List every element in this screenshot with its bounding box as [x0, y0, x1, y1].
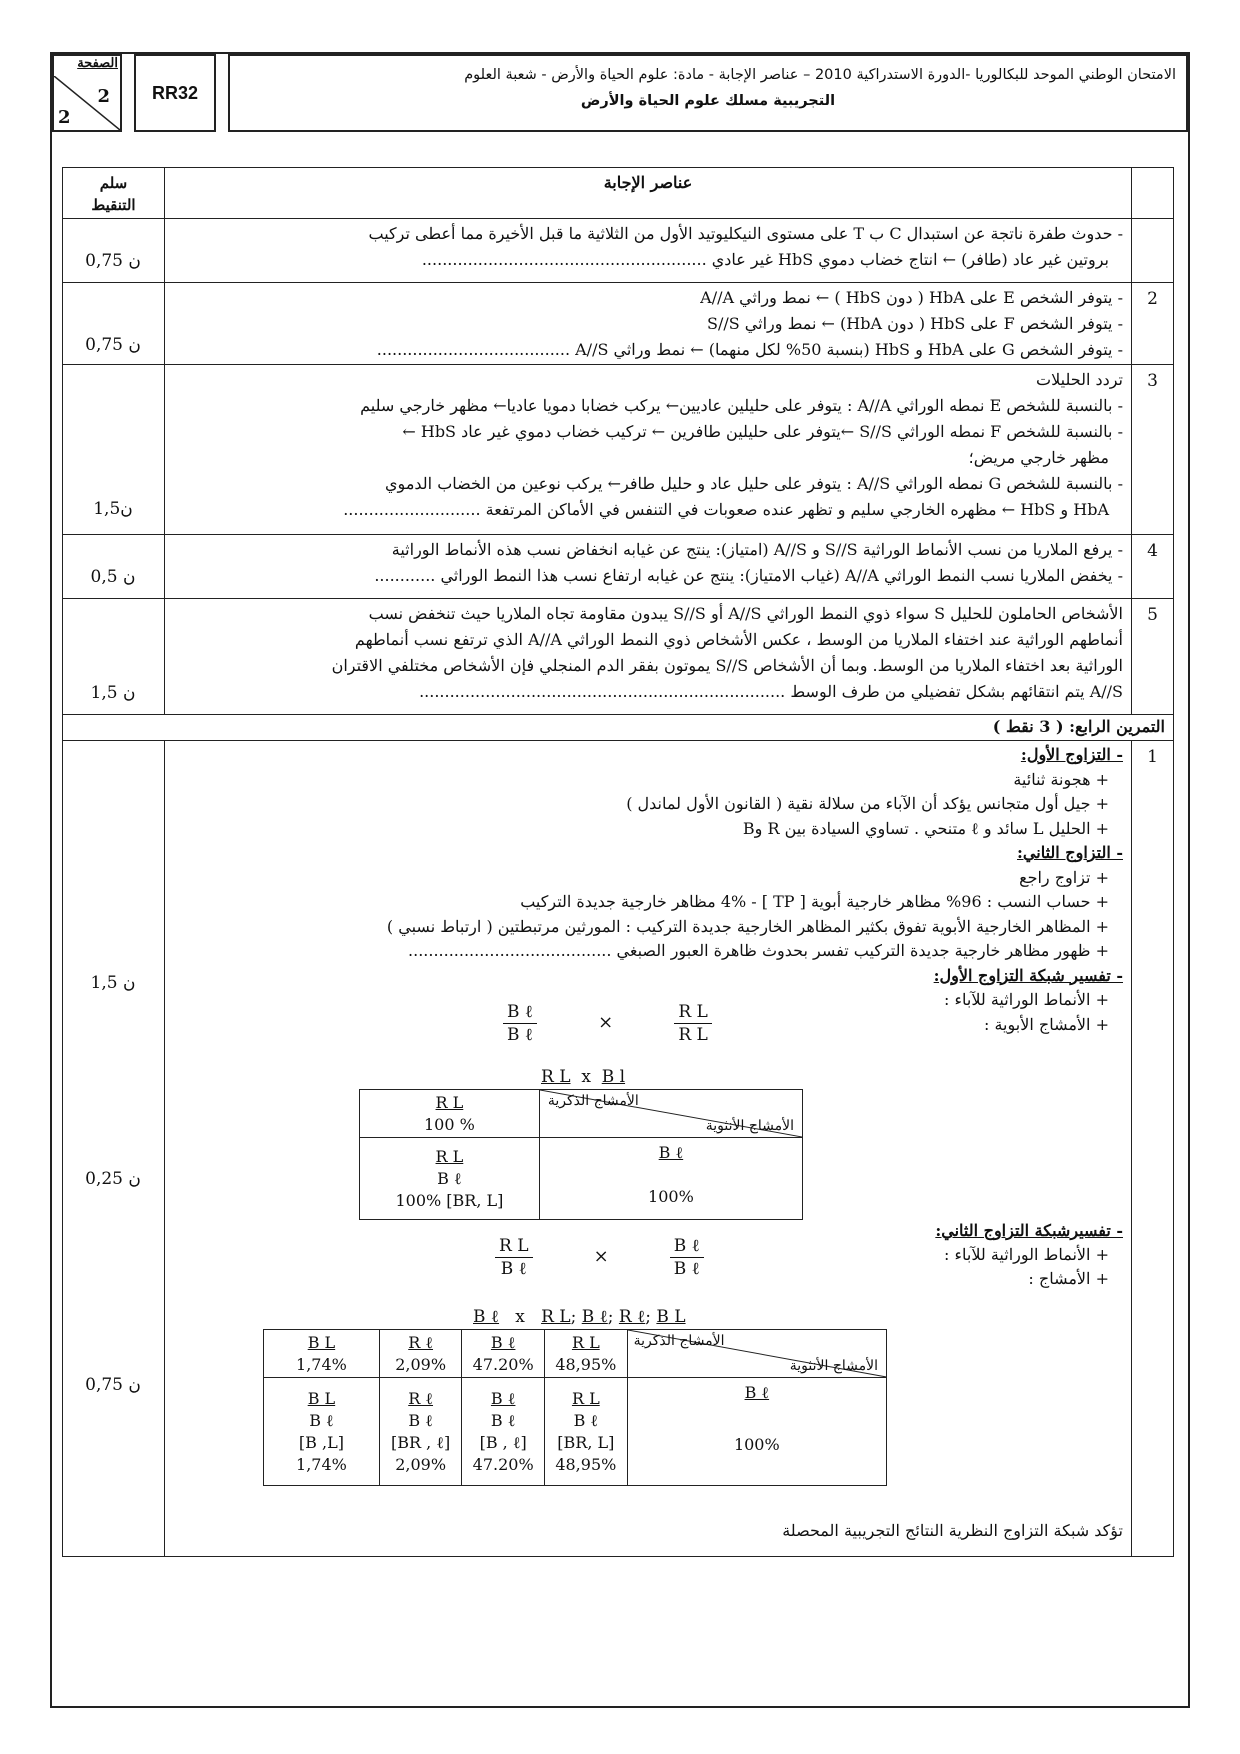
- table-row: 1,5ن تردد الحليلات - بالنسبة للشخص E نمطه الوراثي A//A : يتوفر على حليلين عاديين← يركب خضابا دمويا عاديا← مظهر خارجي سليم - بالنسبة للشخص F نمطه الوراثي S//S ←يتوفر على حليلين طافرين ← تركيب خضاب دموي غير عاد HbS ← مظهر خارجي مريض؛ - بالنسبة للشخص G نمطه الوراثي A//S : يتوفر على حليل عاد و حليل طافر← يركب نوعين من الخضاب الدموي HbA و HbS ← مظهره الخارجي سليم و تظهر عنده صعوبات في التنفس في الأماكن المرتفعة ........................... 3: [62, 365, 1174, 535]
- cross1-title: - التزاوج الأول:: [1020, 745, 1123, 764]
- page-total: 2: [58, 107, 71, 128]
- score-column-header: سلم التنقيط: [63, 168, 165, 218]
- page-number: 2: [97, 86, 110, 107]
- answers-column-header: عناصر الإجابة: [603, 173, 693, 192]
- score-value: 1,5 ن: [90, 683, 136, 703]
- cross2-gametes-line: B ℓ x R L; B ℓ; R ℓ; B L: [473, 1307, 686, 1327]
- exam-title: [228, 54, 1188, 132]
- table-header-row: [62, 167, 1174, 219]
- table-row: 0,75 ن - يتوفر الشخص E على HbA ( دون HbS ) ← نمط وراثي A//A - يتوفر الشخص F على HbS ( دون HbA) ← نمط وراثي S//S - يتوفر الشخص G على HbA و HbS (بنسبة 50% لكل منهما) ← نمط وراثي A//S ...................................... 2: [62, 283, 1174, 365]
- genotype-fraction: $\frac{\text{R L}}{\text{B ℓ}}$: [495, 1235, 533, 1280]
- score-value: 0,5 ن: [90, 567, 136, 587]
- title-line-2: التجريبية مسلك علوم الحياة والأرض: [580, 93, 836, 109]
- exercise-4-title: التمرين الرابع: ( 3 نقط ): [62, 715, 1174, 741]
- cross1-gametes-line: R L x B l: [541, 1067, 626, 1087]
- score-value: 0,75 ن: [85, 335, 141, 355]
- grid1-title: - تفسير شبكة التزاوج الأول:: [933, 965, 1123, 985]
- cross2-title: - التزاوج الثاني:: [1017, 843, 1123, 862]
- page-label: الصفحة: [77, 56, 118, 71]
- cross2-parents: $\frac{\text{R L}}{\text{B ℓ}}$ × $\frac{\text{B ℓ}}{\text{B ℓ}}$: [495, 1235, 704, 1280]
- table-row: 0,75 ن - حدوث طفرة ناتجة عن استبدال C ب T على مستوى النيكليوتيد الأول من الثلاثية ما قبل الأخيرة مما أعطى تركيب بروتين غير عاد (طافر) ← انتاج خضاب دموي HbS غير عادي ........................................................: [62, 219, 1174, 283]
- grid2-title: - تفسيرشبكة التزاوج الثاني:: [935, 1221, 1123, 1240]
- score-value: 1,5 ن: [90, 973, 136, 993]
- conclusion: تؤكد شبكة التزاوج النظرية النتائج التجريبية المحصلة: [782, 1521, 1123, 1540]
- score-value: 1,5ن: [93, 499, 133, 519]
- score-value: 0,25 ن: [85, 1169, 141, 1189]
- genotype-fraction: $\frac{\text{R L}}{\text{R L}}$: [674, 1001, 712, 1046]
- score-value: 0,75 ن: [85, 251, 141, 271]
- title-line-1: الامتحان الوطني الموحد للبكالوريا -الدورة الاستدراكية 2010 – عناصر الإجابة - مادة: علوم الحياة والأرض - شعبة العلوم: [464, 67, 1176, 83]
- cross1-punnett-grid: R L 100 % الأمشاج الذكرية الأمشاج الأنثوية R L B ℓ 100% [BR, L] B ℓ 100%: [359, 1089, 803, 1220]
- genotype-fraction: $\frac{\text{B ℓ}}{\text{B ℓ}}$: [503, 1001, 537, 1046]
- cross2-punnett-grid: B L 1,74% R ℓ 2,09% B ℓ 47.20% R L 48,95% الأمشاج الذكرية الأمشاج الأنثوية B L B ℓ [B ,L] 1,74% R ℓ B ℓ [BR , ℓ] 2,09% B ℓ B ℓ [B , ℓ] 47.20% R L B ℓ [BR, L] 48,95% B ℓ 100%: [263, 1329, 887, 1486]
- table-row: 0,5 ن - يرفع الملاريا من نسب الأنماط الوراثية S//S و A//S (امتياز): ينتج عن غيابه انخفاض نسب هذه الأنماط الوراثية - يخفض الملاريا نسب النمط الوراثي A//A (غياب الامتياز): ينتج عن غيابه ارتفاع نسب هذا النمط الوراثي ............ 4: [62, 535, 1174, 599]
- score-value: 0,75 ن: [85, 1375, 141, 1395]
- answer-table: [62, 167, 1174, 1557]
- exam-code: RR32: [134, 54, 216, 132]
- genotype-fraction: $\frac{\text{B ℓ}}{\text{B ℓ}}$: [670, 1235, 704, 1280]
- header: [52, 54, 1188, 132]
- exercise-4-row: 1,5 ن 0,25 ن 0,75 ن 1 - التزاوج الأول: + هجونة ثنائية + جيل أول متجانس يؤكد أن الآباء من سلالة نقية ( القانون الأول لماندل ) + الحليل L سائد و ℓ متنحي . تساوي السيادة بين R وB - التزاوج الثاني: + تزاوج راجع + حساب النسب : 96% مظاهر خارجية أبوية [ TP ] - 4% مظاهر خارجية جديدة التركيب + المظاهر الخارجية الأبوية تفوق بكثير المظاهر الخارجية جديدة التركيب : المورثين مرتبطتين ( ارتباط نسبي ) + ظهور مظاهر خارجية جديدة التركيب تفسر بحدوث ظاهرة العبور الصبغي ........................................ - تفسير شبكة التزاوج الأول: + الأنماط الوراثية للآباء : + الأمشاج الأبوية : $\frac{\text{B ℓ}}{\text{B ℓ}}$ × $\frac{\text{R L}}{\text{R L}}$ R L x B l R L 100 % الأمشاج الذكرية الأمشاج الأنثوية R L B ℓ 100% [BR, L] B ℓ 100% - تفسيرشبكة التزاوج الثاني: + الأنماط الوراثية للآباء : + الأمشاج : $\frac{\text{R L}}{\text{B ℓ}}$ × $\frac{\text{B ℓ}}{\text{B ℓ}}$ B ℓ x R L; B ℓ; R ℓ; B L B L 1,74% R ℓ 2,09% B ℓ 47.20% R L 48,95% الأمشاج الذكرية الأمشاج الأنثوية B L B ℓ [B ,L] 1,74% R ℓ B ℓ [BR , ℓ] 2,09% B ℓ B ℓ [B , ℓ] 47.20% R L B ℓ [BR, L] 48,95% B ℓ 100% تؤكد شبكة التزاوج النظرية النتائج التجريبية المحصلة: [62, 741, 1174, 1557]
- cross1-parents: $\frac{\text{B ℓ}}{\text{B ℓ}}$ × $\frac{\text{R L}}{\text{R L}}$: [503, 1001, 712, 1046]
- page-number-box: [52, 54, 122, 132]
- table-row: 1,5 ن الأشخاص الحاملون للحليل S سواء ذوي النمط الوراثي A//S أو S//S يبدون مقاومة تجاه الملاريا حيث تنخفض نسب أنماطهم الوراثية عند اختفاء الملاريا من الوسط ، عكس الأشخاص ذوي النمط الوراثي A//A الذي ترتفع نسب أنماطهم الوراثية بعد اختفاء الملاريا من الوسط. وبما أن الأشخاص S//S يموتون بفقر الدم المنجلي فإن الأشخاص مختلفي الاقتران A//S يتم انتقائهم بشكل تفضيلي من طرف الوسط ........................................................................ 5: [62, 599, 1174, 715]
